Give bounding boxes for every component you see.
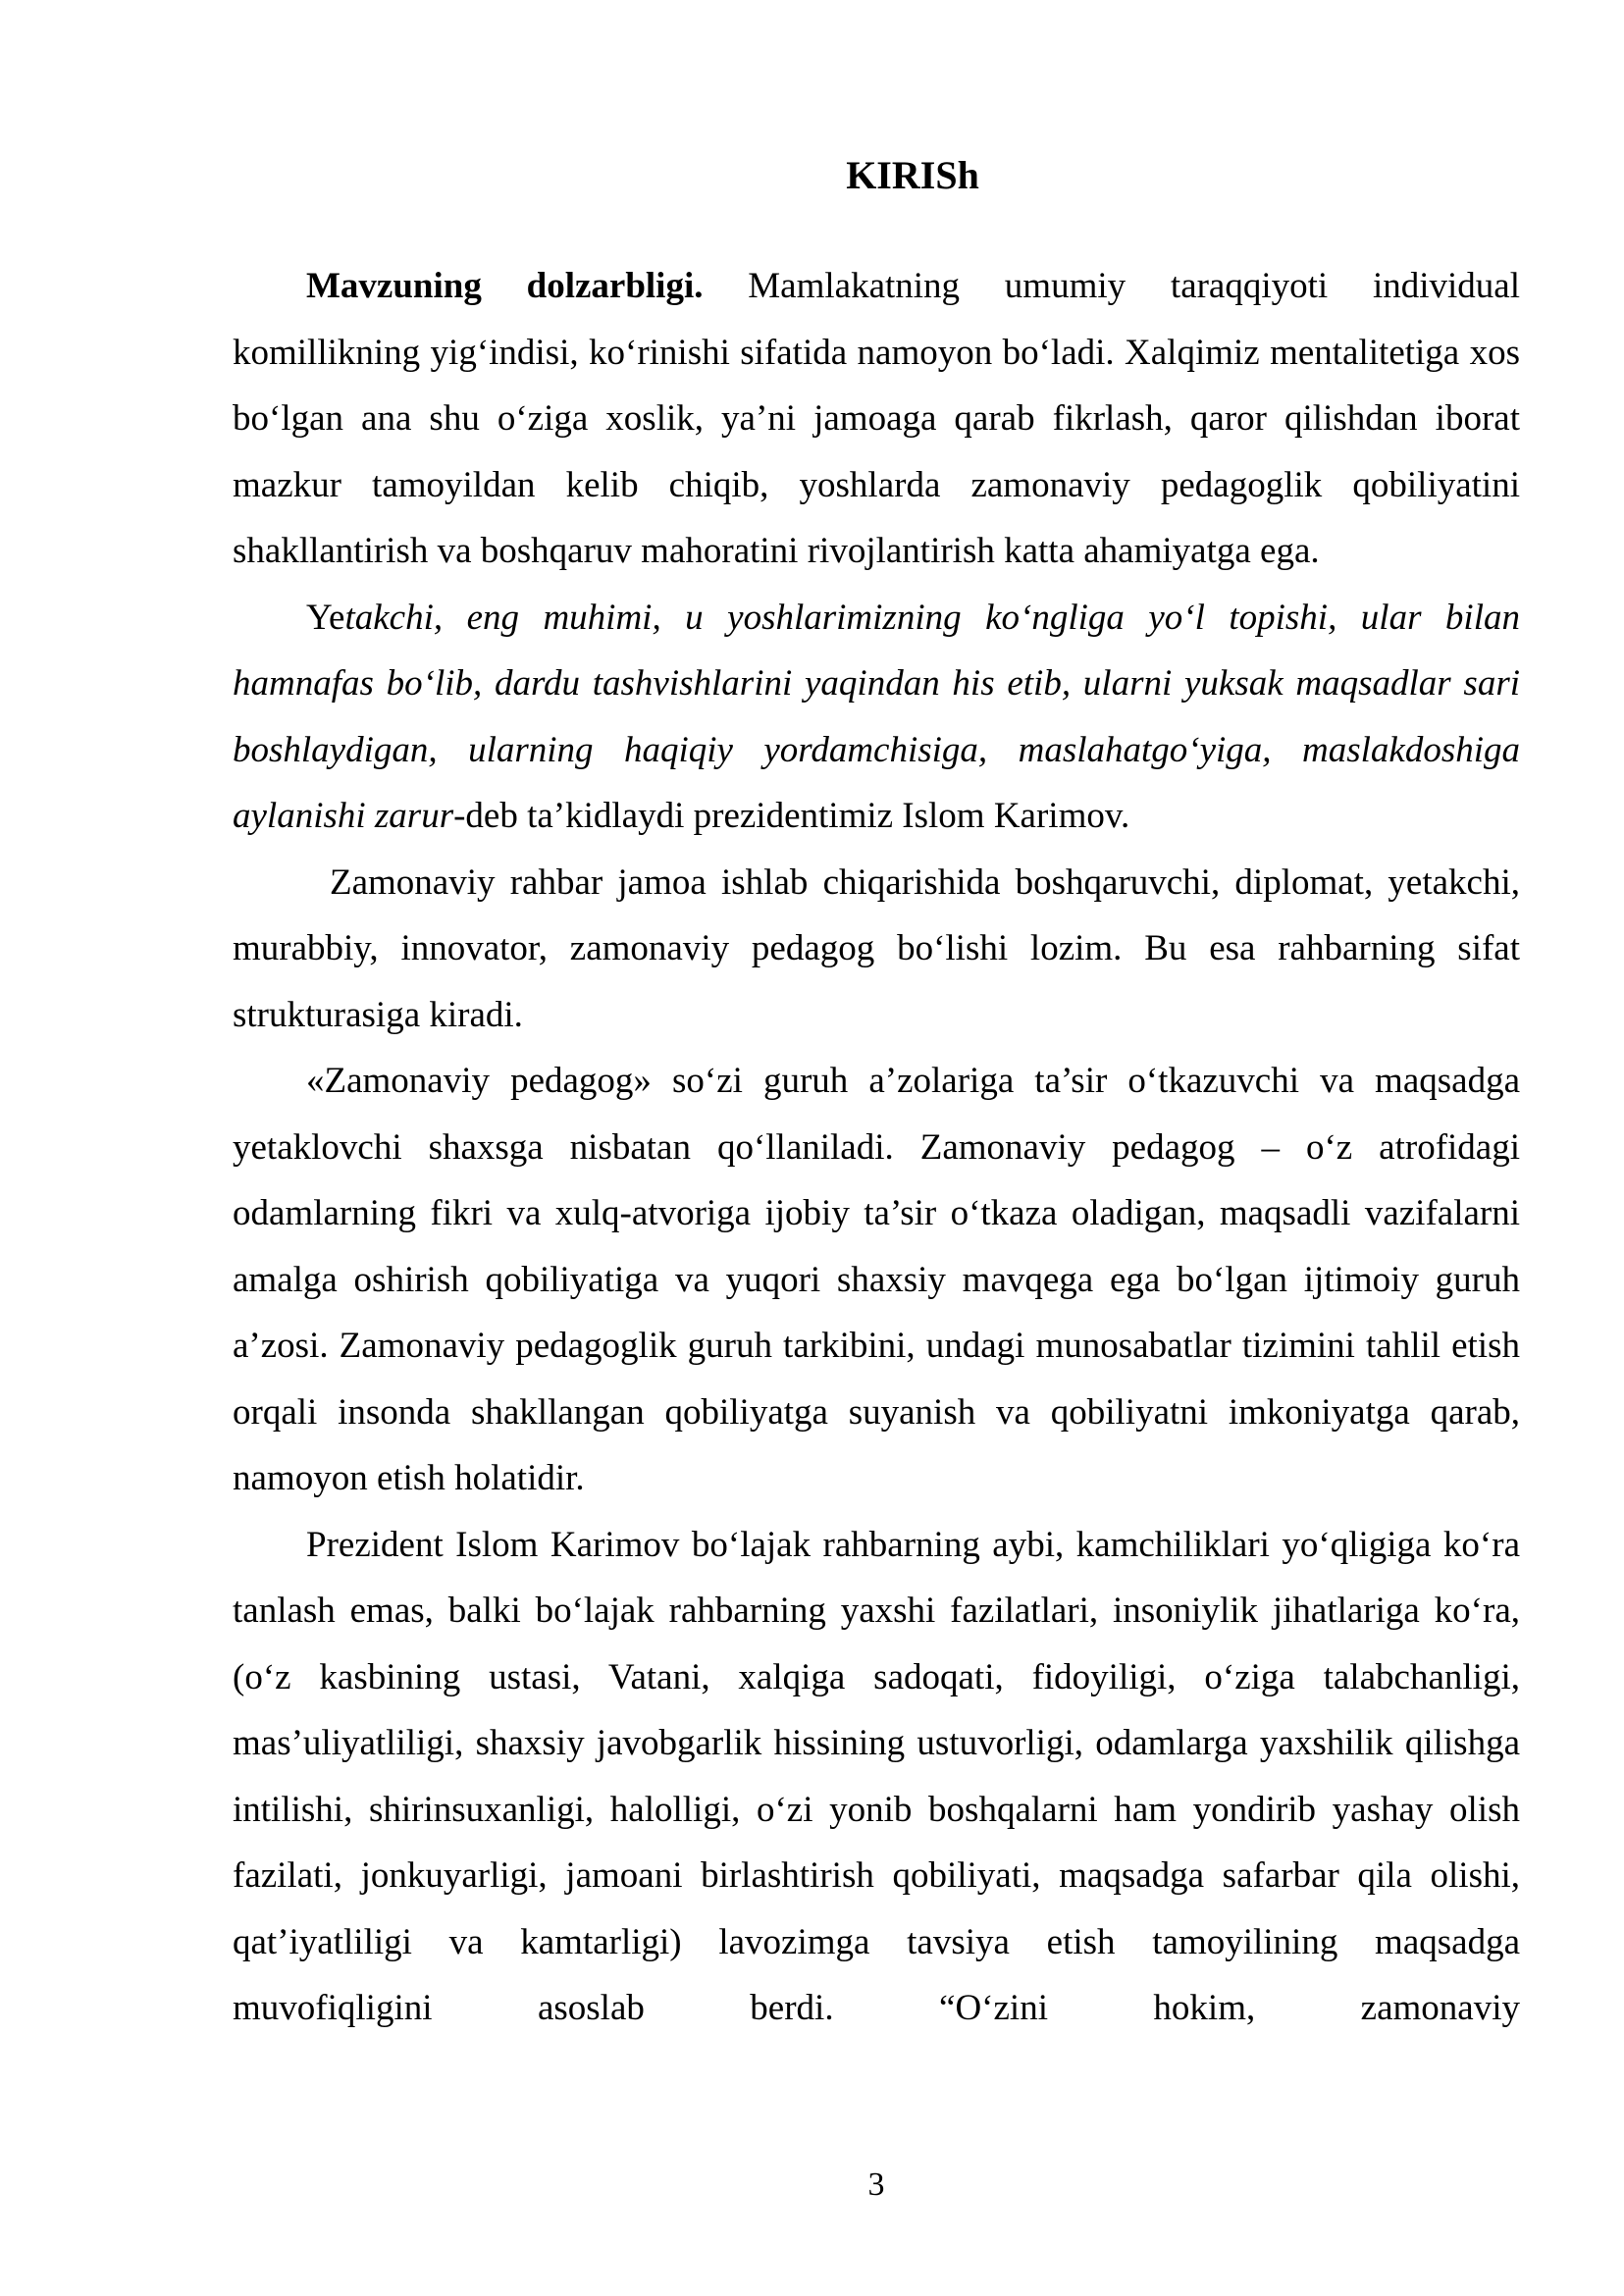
paragraph-modern-pedagog: «Zamonaviy pedagog» so‘zi guruh a’zolariga ta’sir o‘tkazuvchi va maqsadga yetaklovchi shaxsga nisbatan qo‘llaniladi. Zamonaviy pedagog – o‘z atrofidagi odamlarning fikri va xulq-atvoriga ijobiy ta’sir o‘tkaza oladigan, maqsadli vazifalarni amalga oshirish qobiliyatiga va yuqori shaxsiy mavqega ega bo‘lgan ijtimoiy guruh a’zosi. Zamonaviy pedagoglik guruh tarkibini, undagi munosabatlar tizimini tahlil etish orqali insonda shakllangan qobiliyatga suyanish va qobiliyatni imkoniyatga qarab, namoyon etish holatidir. bbox=[233, 1061, 1520, 1498]
quote-prefix: Ye bbox=[306, 597, 345, 638]
paragraph-relevance bbox=[233, 253, 1520, 585]
page-number: 3 bbox=[867, 2166, 885, 2203]
paragraph-quote bbox=[233, 585, 1520, 850]
paragraph-lead: Mavzuning dolzarbligi. bbox=[306, 266, 704, 306]
page-title: KIRISh bbox=[846, 153, 979, 197]
quote-text: takchi, eng muhimi, u yoshlarimizning ko‘ngliga yo‘l topishi, ular bilan hamnafas bo‘lib, dardu tashvishlarini yaqindan his etib, ularni yuksak maqsadlar sari boshlaydigan, ularning haqiqiy yordamchisiga, maslahatgo‘yiga, maslakdoshiga aylanishi zarur bbox=[233, 597, 1520, 836]
paragraph-text: Mamlakatning umumiy taraqqiyoti individual komillikning yig‘indisi, ko‘rinishi sifatida namoyon bo‘ladi. Xalqimiz mentalitetiga xos bo‘lgan ana shu o‘ziga xoslik, ya’ni jamoaga qarab fikrlash, qaror qilishdan iborat mazkur tamoyildan kelib chiqib, yoshlarda zamonaviy pedagoglik qobiliyatini shakllantirish va boshqaruv mahoratini rivojlantirish katta ahamiyatga ega. bbox=[233, 266, 1521, 571]
document-body bbox=[233, 253, 1520, 2042]
paragraph-president: Prezident Islom Karimov bo‘lajak rahbarning aybi, kamchiliklari yo‘qligiga ko‘ra tanlash emas, balki bo‘lajak rahbarning yaxshi fazilatlari, insoniylik jihatlariga ko‘ra, (o‘z kasbining ustasi, Vatani, xalqiga sadoqati, fidoyiligi, o‘ziga talabchanligi, mas’uliyatliligi, shaxsiy javobgarlik hissining ustuvorligi, odamlarga yaxshilik qilishga intilishi, shirinsuxanligi, halolligi, o‘zi yonib boshqalarni ham yondirib yashay olish fazilati, jonkuyarligi, jamoani birlashtirish qobiliyati, maqsadga safarbar qila olishi, qat’iyatliligi va kamtarligi) lavozimga tavsiya etish tamoyilining maqsadga muvofiqligini asoslab berdi. “O‘zini hokim, zamonaviy bbox=[233, 1524, 1520, 2028]
paragraph-modern-leader: Zamonaviy rahbar jamoa ishlab chiqarishida boshqaruvchi, diplomat, yetakchi, murabbiy, innovator, zamonaviy pedagog bo‘lishi lozim. Bu esa rahbarning sifat strukturasiga kiradi. bbox=[233, 861, 1520, 1035]
quote-attribution: -deb ta’kidlaydi prezidentimiz Islom Karimov. bbox=[453, 796, 1130, 836]
